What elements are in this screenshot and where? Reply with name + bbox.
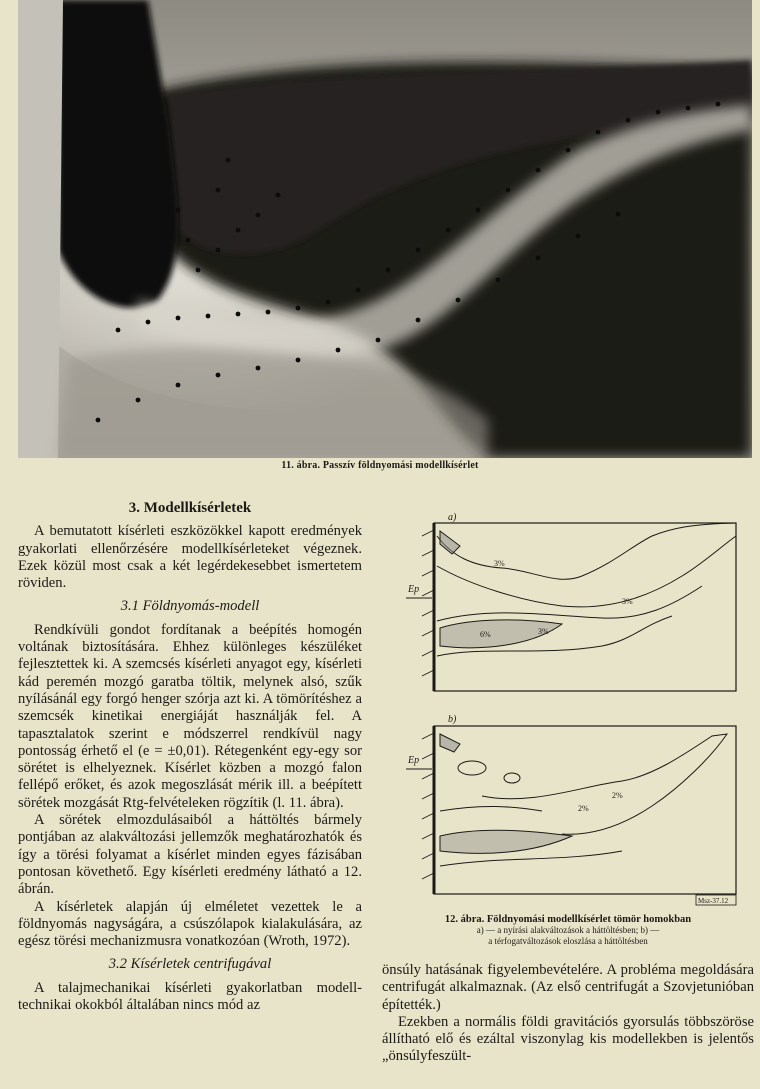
shot-dot [416,318,421,323]
shot-dot [686,106,691,111]
shot-dot [506,188,511,193]
shot-dot [276,193,281,198]
shot-dot [626,118,631,123]
figure-12-diagram [382,506,754,906]
paragraph-1: Rendkívüli gondot fordítanak a beépítés homogén voltának biztosítására. Ehhez különleges készüléket fejlesztettek ki. A szemcsés kísérleti anyagot egy, kísérleti kád peremén mozgó garatba töltik, melynek alsó, szűk nyílásánál egy forgó henger szórja azt ki. A tömörítéshez a szemcsék kinetikai energiáját használják fel. A tapasztalatok szerint e módszerrel rendkívül nagy pontosság érhető el (e = ±0,01). Rétegenként egy-egy sor sörétet is elhelyeznek. Kísérlet közben a mozgó falon fellépő erőket, és azok megoszlását mérik ill. a beépített sörétek mozgását Rtg-felvételeken rögzítik (l. 11. ábra). [18,621,362,811]
shot-dot [496,278,501,283]
shot-dot [226,158,231,163]
shot-dot [336,348,341,353]
shot-dot [616,212,621,217]
shot-dot [656,110,661,115]
panel-a-label: a) [448,512,457,523]
panel-a-pct-3a: 3% [494,559,505,568]
shot-dot [176,383,181,388]
shot-dot [216,373,221,378]
panel-a-contour-upper [437,523,736,579]
figure-12-caption [382,914,754,947]
shot-dot [96,418,101,423]
paragraph-3: A kísérletek alapján új elméletet vezettek le a földnyomás nagyságára, a csúszólapok kialakulására, az egész törési mechanizmusra vonatkozóan (Wroth, 1972). [18,898,362,950]
shot-dot [596,130,601,135]
shot-dot [296,358,301,363]
shot-dot [136,398,141,403]
shot-dot [456,298,461,303]
shot-dot [296,306,301,311]
shot-dot [266,310,271,315]
shot-dot [256,366,261,371]
figure-12-caption-main: 12. ábra. Földnyomási modellkísérlet tömör homokban [444,914,692,925]
left-column [18,500,362,1014]
paragraph-2: A sörétek elmozdulásaiból a háttöltés bármely pontjában az alakváltozási jellemzők meghatározhatók és így a törési folyamat a kísérlet minden egyes fázisában pontosan követhető. Egy kísérleti eredmény látható a 12. ábrán. [18,812,362,898]
shot-dot [186,238,191,243]
figure-11-caption: 11. ábra. Passzív földnyomási modellkísérlet [281,460,479,471]
shot-dot [376,338,381,343]
panel-a-pct-3c: 3% [538,627,549,636]
panel-b-pct-2b: 2% [612,791,623,800]
panel-b-lens-2 [504,773,520,783]
radiograph-image [18,0,752,458]
figure-12-caption-sub2: a térfogatváltozások eloszlása a háttöltésben [488,936,648,946]
panel-a-pct-6: 6% [480,630,491,639]
panel-b-code: Msz-37.12 [698,897,729,905]
shot-dot [576,234,581,239]
shot-dot [236,312,241,317]
shot-dot [176,316,181,321]
panel-a-corner-zone [440,531,460,554]
shot-dot [236,228,241,233]
section-heading: 3. Modellkísérletek [128,500,252,516]
panel-b-corner-zone [440,734,460,752]
subsection-heading-2: 3.2 Kísérletek centrifugával [108,956,272,973]
panel-a [406,512,736,691]
intro-paragraph: A bemutatott kísérleti eszközökkel kapott eredmények gyakorlati ellenőrzésére modellkísérleteket végeznek. Ezek közül most csak a két legérdekesebbet ismertetem röviden. [18,523,362,592]
shot-dot [256,213,261,218]
shot-dot [216,188,221,193]
panel-a-hatch [422,530,434,676]
shot-dot [356,288,361,293]
panel-a-contour-mid [437,586,702,621]
shot-dot [206,314,211,319]
shot-dot [116,328,121,333]
paragraph-4: A talajmechanikai kísérleti gyakorlatban modell-technikai okokból általában nincs mód az [18,979,362,1014]
shot-dot [416,248,421,253]
shot-dot [386,268,391,273]
shot-dot [166,178,171,183]
right-column-text [382,962,754,1066]
shot-dot [476,208,481,213]
panel-a-ep-label: Ep [408,584,420,595]
right-paragraph-2: Ezekben a normális földi gravitációs gyorsulás többszöröse állítható elő és ezáltal viszonylag kis modellekben is jelentős „önsúlyfeszült- [382,1013,754,1065]
shot-dot [216,248,221,253]
panel-b [406,714,736,905]
shot-dot [196,268,201,273]
shot-dot [536,256,541,261]
panel-b-ep-label: Ep [408,755,420,766]
panel-b-contour-mid [440,806,542,811]
shot-dot [536,168,541,173]
panel-a-contour-3pct [437,536,736,607]
shot-dot [176,208,181,213]
panel-b-pct-2a: 2% [578,804,589,813]
shot-dot [326,300,331,305]
subsection-heading-1: 3.1 Földnyomás-modell [120,598,260,615]
right-paragraph-1: önsúly hatásának figyelembevételére. A probléma megoldására centrifugát alkalmaznak. (Az első centrifugát a Szovjetunióban építették.) [382,962,754,1013]
shot-dot [566,148,571,153]
panel-b-lens-1 [458,761,486,775]
panel-b-contour-2pct [482,734,727,834]
panel-b-label: b) [448,714,457,725]
figure-11-radiograph [18,0,752,458]
panel-a-pct-3b: 3% [622,597,633,606]
panel-b-hatched-zone [440,830,572,853]
panel-b-hatch [422,733,434,879]
shot-dot [716,102,721,107]
shot-dot [446,228,451,233]
figure-12-caption-sub1: a) — a nyírási alakváltozások a háttöltésben; b) — [476,925,660,935]
shot-dot [146,320,151,325]
